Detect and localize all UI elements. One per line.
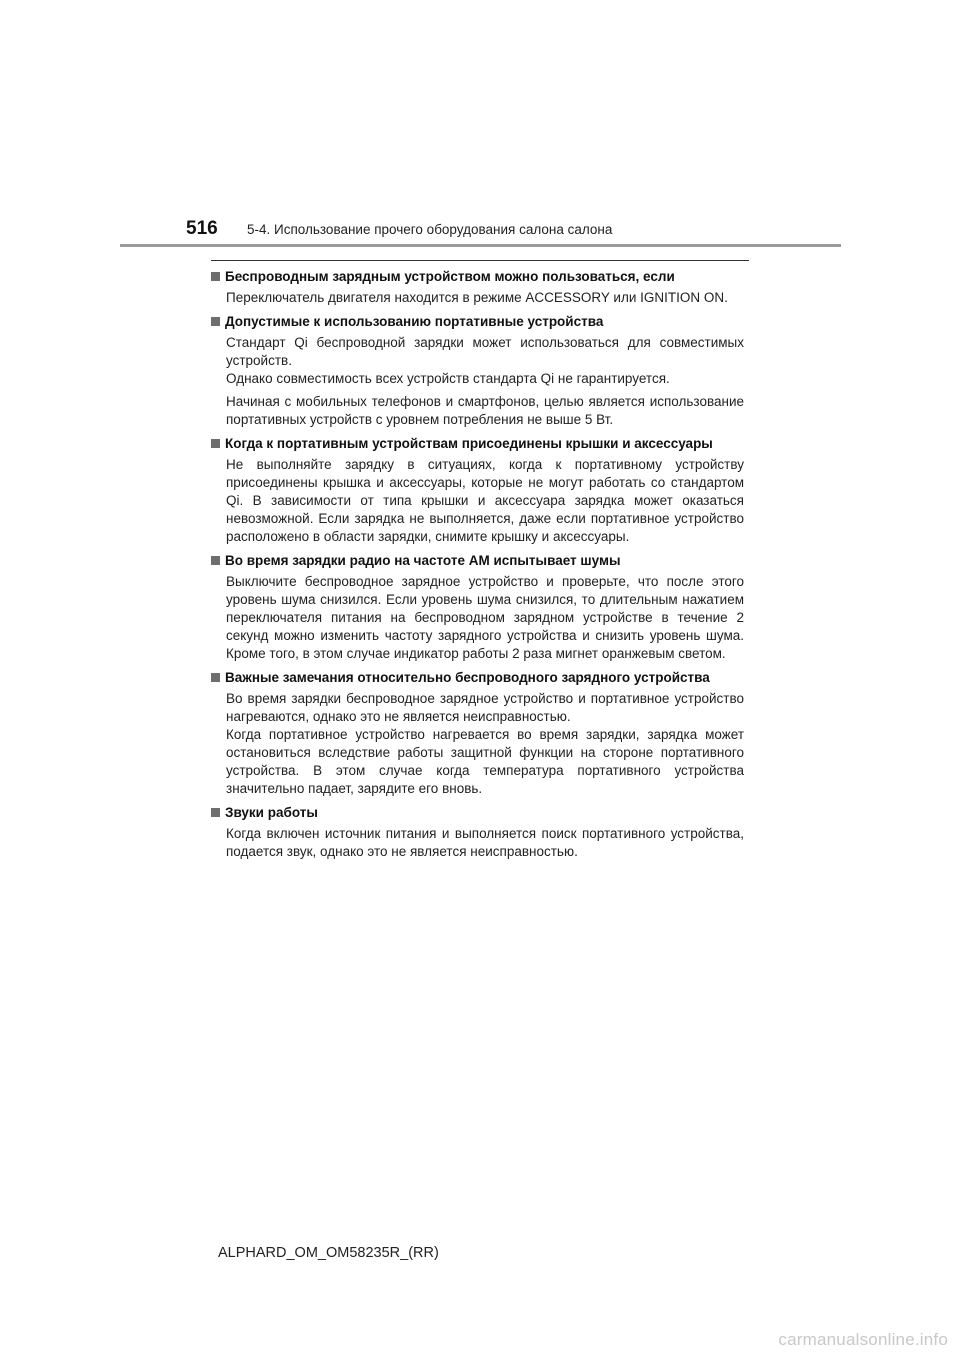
paragraph-line: устройств. <box>226 353 292 368</box>
section-heading <box>211 312 744 331</box>
paragraph-line: остановиться вследствие работы защитной функции на стороне портативного <box>226 745 744 760</box>
footer-document-code: ALPHARD_OM_OM58235R_(RR) <box>218 1245 439 1261</box>
paragraph-line: Выключите беспроводное зарядное устройство и проверьте, что после этого <box>226 574 744 589</box>
paragraph-line: значительно падает, зарядите его вновь. <box>226 781 483 796</box>
square-bullet-icon <box>211 673 220 682</box>
paragraph-line: Qi. В зависимости от типа крышки и аксессуара зарядка может оказаться <box>226 493 744 508</box>
paragraph-line: секунд можно изменить частоту зарядного устройства и снизить уровень шума. <box>226 628 744 643</box>
section-heading-text: Важные замечания относительно беспроводного зарядного устройства <box>225 670 710 685</box>
paragraph <box>226 690 744 798</box>
section-heading <box>211 267 744 286</box>
paragraph <box>226 393 744 429</box>
paragraph <box>226 573 744 663</box>
paragraph-line: устройства. В этом случае когда температура портативного устройства <box>226 763 744 778</box>
content-top-rule <box>211 260 749 261</box>
paragraph-line: расположено в области зарядки, снимите крышку и аксессуары. <box>226 529 630 544</box>
paragraph-line: Когда включен источник питания и выполняется поиск портативного устройства, <box>226 826 744 841</box>
paragraph <box>226 456 744 546</box>
section-heading-text: Допустимые к использованию портативные устройства <box>225 314 604 329</box>
section-item <box>211 434 744 546</box>
paragraph-line: Не выполняйте зарядку в ситуациях, когда к портативному устройству <box>226 457 744 472</box>
section-item <box>211 551 744 663</box>
section-heading <box>211 668 744 687</box>
section-heading-text: Звуки работы <box>225 805 318 820</box>
square-bullet-icon <box>211 317 220 326</box>
square-bullet-icon <box>211 808 220 817</box>
section-heading-text: Беспроводным зарядным устройством можно пользоваться, если <box>225 269 675 284</box>
square-bullet-icon <box>211 272 220 281</box>
section-heading <box>211 434 744 453</box>
paragraph-line: Когда портативное устройство нагревается во время зарядки, зарядка может <box>226 727 744 742</box>
paragraph-line: Стандарт Qi беспроводной зарядки может использоваться для совместимых <box>226 335 744 350</box>
paragraph-line: уровень шума снизился. Если уровень шума снизился, то длительным нажатием <box>226 592 744 607</box>
section-title: 5-4. Использование прочего оборудования салона салона <box>247 222 613 237</box>
paragraph-line: невозможной. Если зарядка не выполняется, даже если портативное устройство <box>226 511 744 526</box>
paragraph <box>226 334 744 388</box>
paragraph-line: Переключатель двигателя находится в режиме ACCESSORY или IGNITION ON. <box>226 290 728 305</box>
paragraph-line: портативных устройств с уровнем потребления не выше 5 Вт. <box>226 412 614 427</box>
square-bullet-icon <box>211 439 220 448</box>
section-item <box>211 668 744 798</box>
paragraph-line: Однако совместимость всех устройств стандарта Qi не гарантируется. <box>226 371 670 386</box>
paragraph <box>226 825 744 861</box>
section-item <box>211 803 744 861</box>
paragraph-line: Начиная с мобильных телефонов и смартфонов, целью является использование <box>226 394 744 409</box>
content <box>211 267 744 866</box>
paragraph-line: Кроме того, в этом случае индикатор работы 2 раза мигнет оранжевым светом. <box>226 646 726 661</box>
watermark: carmanualsonline.info <box>778 1330 948 1349</box>
section-heading-text: Во время зарядки радио на частоте AM испытывает шумы <box>225 553 621 568</box>
section-heading-text: Когда к портативным устройствам присоединены крышки и аксессуары <box>225 436 713 451</box>
paragraph-line: Во время зарядки беспроводное зарядное устройство и портативное устройство <box>226 691 744 706</box>
square-bullet-icon <box>211 556 220 565</box>
paragraph-line: переключателя питания на беспроводном зарядном устройстве в течение 2 <box>226 610 744 625</box>
paragraph <box>226 289 744 307</box>
page-number: 516 <box>186 218 218 239</box>
paragraph-line: присоединены крышка и аксессуары, которые не могут работать со стандартом <box>226 475 744 490</box>
paragraph-line: нагреваются, однако это не является неисправностью. <box>226 709 571 724</box>
section-item <box>211 267 744 307</box>
paragraph-line: подается звук, однако это не является неисправностью. <box>226 844 578 859</box>
section-item <box>211 312 744 429</box>
section-heading <box>211 551 744 570</box>
header-rule <box>120 244 841 247</box>
section-heading <box>211 803 744 822</box>
